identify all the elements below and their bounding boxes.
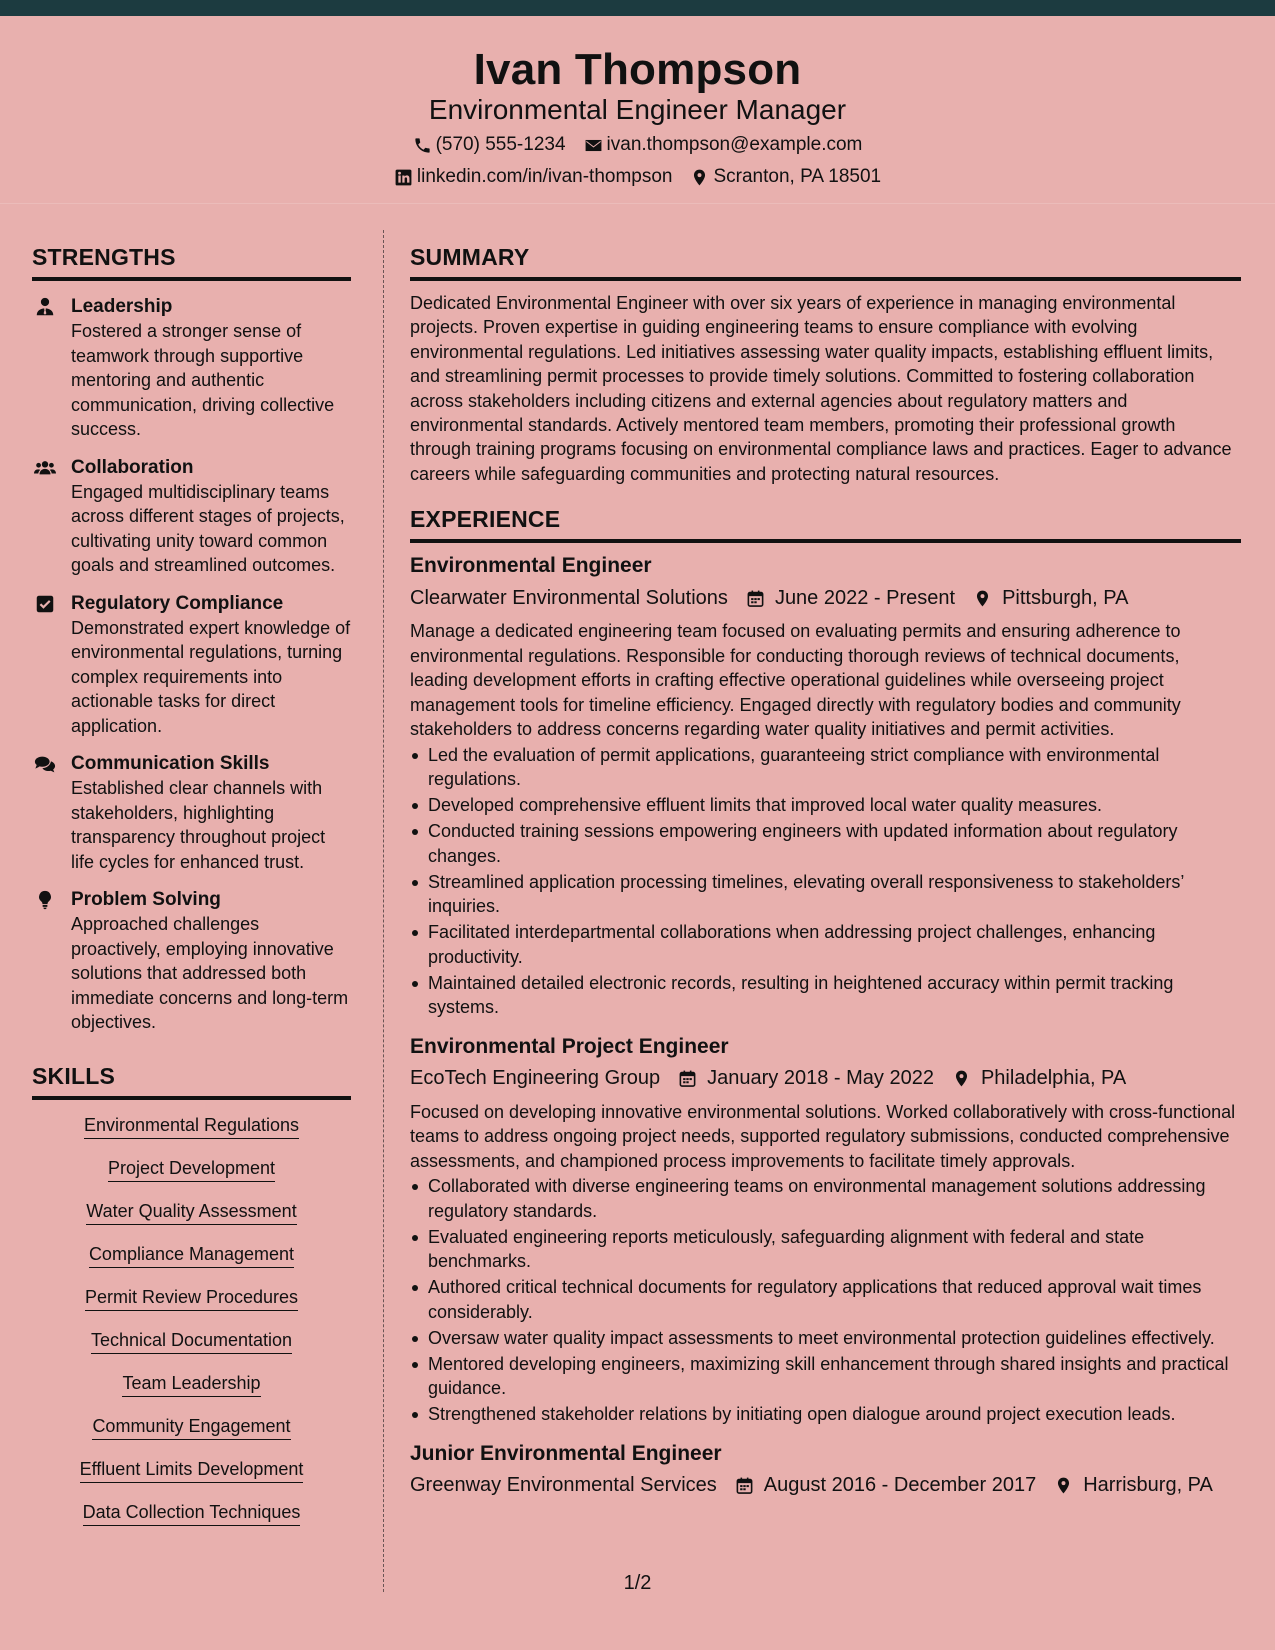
job-title: Environmental Project Engineer [410, 1034, 729, 1058]
skill-item: Compliance Management [89, 1243, 294, 1268]
job-dates [735, 1474, 1036, 1497]
job-title: Environmental Engineer [410, 554, 652, 578]
strengths-list [32, 295, 351, 1035]
skill-item: Technical Documentation [91, 1329, 292, 1354]
summary-text: Dedicated Environmental Engineer with over six years of experience in managing environmental projects. Proven expertise in guiding engineering teams to ensure compliance with evolving environmental regulations. Led initiatives assessing water quality impacts, establishing effluent limits, and streamlining permit processes to provide timely solutions. Committed to fostering collaboration across stakeholders including citizens and external agencies about regulatory matters and environmental standards. Actively mentored team members, promoting their professional growth through training programs focusing on environmental compliance laws and practices. Eager to advance careers while safeguarding communities and protecting natural resources. [410, 293, 1232, 484]
strength-item [32, 295, 351, 442]
bullet-item: Streamlined application processing timelines, elevating overall responsiveness to stakeholders’ inquiries. [410, 870, 1241, 919]
skills-heading: SKILLS [32, 1063, 351, 1100]
job-description: Focused on developing innovative environmental solutions. Worked collaboratively with cross-functional teams to address ongoing project needs, supported regulatory submissions, conducted comprehensive assessments, and championed process improvements to facilitate timely approvals. [410, 1101, 1236, 1171]
linkedin-icon [394, 168, 413, 187]
email-contact[interactable] [584, 134, 863, 156]
candidate-role: Environmental Engineer Manager [428, 94, 847, 125]
phone-text: (570) 555-1234 [435, 134, 566, 155]
job-entry [410, 1441, 1241, 1499]
bullet-item: Conducted training sessions empowering engineers with updated information about regulatory changes. [410, 819, 1241, 868]
strength-desc: Fostered a stronger sense of teamwork through supportive mentoring and authentic communication, driving collective success. [71, 321, 335, 439]
lightbulb-icon [34, 889, 56, 911]
location-contact [690, 166, 881, 188]
envelope-icon [584, 136, 603, 155]
dates-text: August 2016 - December 2017 [763, 1474, 1037, 1497]
company-name: Greenway Environmental Services [410, 1474, 717, 1497]
candidate-name: Ivan Thompson [473, 45, 802, 94]
skill-item: Community Engagement [92, 1415, 290, 1440]
job-bullets [410, 743, 1241, 1020]
job-entry [410, 1034, 1241, 1427]
job-dates [746, 587, 955, 610]
bullet-item: Authored critical technical documents for regulatory applications that reduced approval wait times considerably. [410, 1275, 1241, 1324]
job-location [952, 1067, 1126, 1090]
comments-icon [34, 753, 56, 775]
skill-item: Project Development [108, 1157, 275, 1182]
strength-desc: Approached challenges proactively, employing innovative solutions that addressed both immediate concerns and long-term objectives. [71, 914, 349, 1032]
page-number: 1/2 [623, 1572, 652, 1594]
location-text: Pittsburgh, PA [1002, 586, 1129, 609]
job-meta [410, 585, 1241, 611]
job-company [410, 587, 728, 610]
strength-desc: Engaged multidisciplinary teams across different stages of projects, cultivating unity toward common goals and streamlined outcomes. [71, 481, 345, 575]
bullet-item: Oversaw water quality impact assessments to meet environmental protection guidelines effectively. [410, 1326, 1241, 1351]
skill-item: Permit Review Procedures [85, 1286, 298, 1311]
top-accent-bar [0, 0, 1275, 16]
check-square-icon [34, 593, 56, 615]
map-pin-icon [1054, 1476, 1073, 1495]
linkedin-text: linkedin.com/in/ivan-thompson [416, 166, 673, 187]
skill-item: Environmental Regulations [84, 1114, 299, 1139]
bullet-item: Developed comprehensive effluent limits that improved local water quality measures. [410, 793, 1241, 818]
map-pin-icon [690, 168, 709, 187]
dates-text: June 2022 - Present [774, 586, 956, 609]
skill-item: Water Quality Assessment [86, 1200, 296, 1225]
calendar-icon [735, 1476, 754, 1495]
skill-item: Effluent Limits Development [80, 1458, 304, 1483]
resume-header [0, 16, 1275, 204]
bullet-item: Strengthened stakeholder relations by initiating open dialogue around project execution leads. [410, 1402, 1241, 1427]
summary-heading: SUMMARY [410, 244, 1241, 281]
company-name: EcoTech Engineering Group [410, 1067, 661, 1090]
strength-item [32, 752, 351, 874]
skill-item: Data Collection Techniques [83, 1501, 301, 1526]
company-name: Clearwater Environmental Solutions [410, 586, 728, 609]
map-pin-icon [973, 589, 992, 608]
experience-heading: EXPERIENCE [410, 506, 1241, 543]
job-bullets [410, 1174, 1241, 1427]
location-text: Harrisburg, PA [1083, 1474, 1213, 1497]
job-meta [410, 1473, 1241, 1499]
strength-title: Regulatory Compliance [71, 592, 284, 614]
strength-item [32, 888, 351, 1035]
column-divider [383, 230, 384, 1592]
job-meta [410, 1066, 1241, 1092]
job-company [410, 1474, 717, 1497]
bullet-item: Facilitated interdepartmental collaborations when addressing project challenges, enhancing productivity. [410, 920, 1241, 969]
left-column [32, 244, 351, 1544]
strength-item [32, 456, 351, 578]
job-title: Junior Environmental Engineer [410, 1441, 722, 1465]
job-company [410, 1067, 660, 1090]
job-entry [410, 553, 1241, 1020]
bullet-item: Led the evaluation of permit applications, guaranteeing strict compliance with environmental regulations. [410, 743, 1241, 792]
phone-icon [413, 136, 432, 155]
calendar-icon [678, 1069, 697, 1088]
strength-title: Collaboration [71, 456, 194, 478]
location-text: Philadelphia, PA [980, 1067, 1127, 1090]
location-text: Scranton, PA 18501 [713, 166, 882, 187]
strength-item [32, 592, 351, 739]
bullet-item: Maintained detailed electronic records, resulting in heightened accuracy within permit tracking systems. [410, 971, 1241, 1020]
skills-list [32, 1114, 351, 1526]
email-text: ivan.thompson@example.com [606, 134, 863, 155]
map-pin-icon [952, 1069, 971, 1088]
phone-contact [413, 134, 566, 156]
contact-row-1 [0, 134, 1275, 156]
bullet-item: Mentored developing engineers, maximizing skill enhancement through shared insights and practical guidance. [410, 1352, 1241, 1401]
strength-title: Problem Solving [71, 889, 221, 910]
job-dates [678, 1067, 934, 1090]
user-tie-icon [34, 296, 56, 318]
strength-desc: Demonstrated expert knowledge of environmental regulations, turning complex requirements into actionable tasks for direct application. [71, 617, 351, 736]
contact-row-2 [0, 166, 1275, 188]
calendar-icon [746, 589, 765, 608]
linkedin-contact[interactable] [394, 166, 673, 188]
strength-desc: Established clear channels with stakeholders, highlighting transparency throughout project life cycles for enhanced trust. [71, 778, 326, 872]
dates-text: January 2018 - May 2022 [707, 1067, 934, 1090]
right-column [410, 244, 1241, 1499]
users-icon [34, 457, 56, 479]
skill-item: Team Leadership [122, 1372, 260, 1397]
job-location [973, 587, 1128, 610]
job-location [1054, 1474, 1213, 1497]
job-description: Manage a dedicated engineering team focused on evaluating permits and ensuring adherence to environmental regulations. Responsible for conducting thorough reviews of technical documents, leading development efforts in crafting effective operational guidelines while overseeing project management tools for timeline efficiency. Engaged directly with regulatory bodies and community stakeholders to address concerns regarding water quality initiatives and permit activities. [410, 621, 1181, 740]
bullet-item: Collaborated with diverse engineering teams on environmental management solutions addressing regulatory standards. [410, 1174, 1241, 1223]
strengths-heading: STRENGTHS [32, 244, 351, 281]
strength-title: Leadership [71, 296, 173, 317]
bullet-item: Evaluated engineering reports meticulously, safeguarding alignment with federal and state benchmarks. [410, 1225, 1241, 1274]
strength-title: Communication Skills [71, 753, 270, 774]
